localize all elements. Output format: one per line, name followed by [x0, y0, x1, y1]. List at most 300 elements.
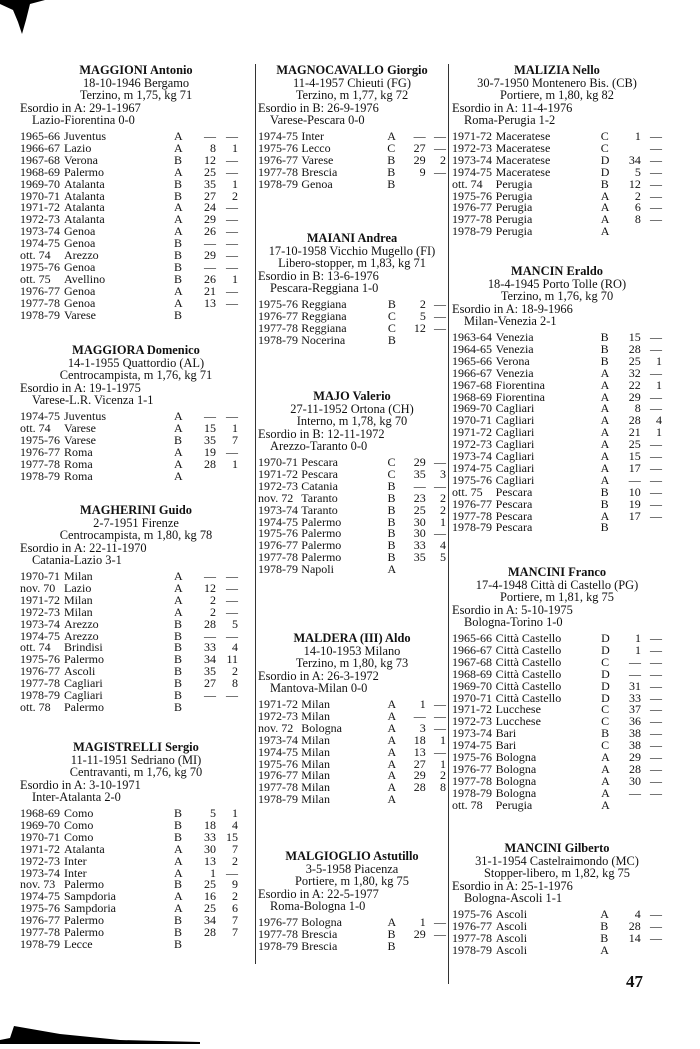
- season: 1975-76: [20, 652, 60, 667]
- club: Palermo: [64, 652, 104, 667]
- career-row: [452, 800, 662, 812]
- season: 1974-75: [20, 889, 60, 904]
- player-first-name: Gilberto: [564, 841, 610, 855]
- season: 1978-79: [20, 307, 60, 322]
- goals: 1: [232, 456, 238, 471]
- season: ott. 74: [20, 248, 51, 263]
- player-name: [258, 232, 446, 245]
- club: Catania: [301, 478, 338, 493]
- career-table: [258, 696, 446, 807]
- appearances: 23: [413, 490, 426, 505]
- goals: —: [650, 918, 662, 933]
- career-table: [20, 408, 238, 483]
- club: Ascoli: [495, 918, 528, 933]
- division: D: [601, 642, 610, 657]
- player-first-name: Aldo: [385, 631, 411, 645]
- club: Atalanta: [64, 188, 105, 203]
- player-name: [20, 64, 252, 77]
- club: Milan: [301, 792, 330, 807]
- division: A: [387, 128, 396, 143]
- club: Varese: [301, 152, 334, 167]
- division: B: [387, 502, 396, 517]
- division: A: [387, 792, 397, 807]
- player-entry: [20, 344, 252, 482]
- division: A: [174, 224, 183, 239]
- club: Città Castello: [495, 678, 562, 693]
- season: 1978-79: [452, 224, 492, 239]
- division: A: [174, 853, 183, 868]
- club: Pescara: [495, 508, 533, 523]
- season: 1967-68: [452, 654, 492, 669]
- goals: —: [650, 449, 662, 464]
- appearances: 32: [628, 365, 641, 380]
- appearances: 15: [628, 449, 641, 464]
- goals: —: [226, 580, 238, 595]
- player-role: Terzino, m 1,75, kg 71: [79, 88, 193, 103]
- season: 1977-78: [20, 925, 60, 940]
- club: Città Castello: [495, 690, 562, 705]
- goals: [426, 941, 446, 953]
- season: 1976-77: [258, 914, 298, 929]
- player-debut: Esordio in A: 26-3-1972: [258, 668, 379, 683]
- career-table: [452, 128, 662, 239]
- column-divider: [448, 64, 449, 984]
- appearances: —: [204, 568, 216, 583]
- club: Inter: [64, 853, 87, 868]
- goals: [216, 310, 238, 322]
- player-first-name: Sergio: [165, 740, 199, 754]
- goals: —: [226, 259, 238, 274]
- goals: —: [650, 341, 662, 356]
- division: A: [601, 773, 610, 788]
- season: 1978-79: [452, 942, 492, 957]
- player-role: Interno, m 1,78, kg 70: [296, 414, 408, 429]
- season: 1977-78: [452, 212, 492, 227]
- career-row: [258, 335, 446, 347]
- appearances: 38: [628, 738, 641, 753]
- player-debut: Esordio in A: 5-10-1975: [452, 602, 573, 617]
- season: 1975-76: [452, 750, 492, 765]
- appearances: 1: [634, 630, 641, 645]
- division: D: [600, 164, 610, 179]
- player-role: Centrocampista, m 1,76, kg 71: [59, 368, 213, 383]
- appearances: 5: [210, 805, 216, 820]
- club: Bologna: [495, 761, 537, 776]
- appearances: [619, 945, 640, 957]
- season: 1967-68: [20, 152, 60, 167]
- club: Genoa: [64, 295, 96, 310]
- goals: —: [226, 408, 238, 423]
- season: 1970-71: [452, 690, 492, 705]
- appearances: 15: [204, 420, 216, 435]
- division: A: [174, 295, 183, 310]
- appearances: [406, 335, 426, 347]
- goals: —: [226, 688, 238, 703]
- season: 1969-70: [452, 678, 492, 693]
- player-entry: [452, 64, 662, 238]
- career-row: [20, 939, 238, 951]
- season: 1963-64: [452, 329, 492, 344]
- appearances: 6: [634, 200, 641, 215]
- appearances: 29: [628, 389, 641, 404]
- goals: 4: [232, 817, 238, 832]
- season: 1978-79: [258, 562, 298, 577]
- club: Brescia: [301, 926, 338, 941]
- season: ott. 74: [20, 420, 51, 435]
- division: C: [387, 454, 396, 469]
- goals: —: [650, 164, 662, 179]
- season: ott. 74: [20, 640, 51, 655]
- division: B: [387, 332, 396, 347]
- division: A: [174, 128, 183, 143]
- club: Inter: [301, 128, 324, 143]
- season: 1976-77: [452, 761, 492, 776]
- club: Milan: [301, 732, 330, 747]
- appearances: 25: [628, 437, 641, 452]
- club: Palermo: [301, 550, 342, 565]
- goals: 6: [232, 901, 238, 916]
- club: Arezzo: [64, 248, 99, 263]
- appearances: 31: [628, 678, 641, 693]
- season: nov. 72: [258, 720, 294, 735]
- club: Atalanta: [64, 212, 105, 227]
- goals: —: [226, 628, 238, 643]
- season: 1976-77: [20, 664, 60, 679]
- appearances: 1: [419, 696, 426, 711]
- club: Bologna: [495, 773, 537, 788]
- season: 1969-70: [20, 817, 60, 832]
- division: B: [600, 918, 609, 933]
- goals: 5: [232, 616, 238, 631]
- player-entry: [258, 64, 446, 191]
- season: 1975-76: [258, 526, 298, 541]
- player-birth: 18-4-1945 Porto Tolle (RO): [487, 276, 627, 291]
- club: Milan: [301, 780, 330, 795]
- division: B: [174, 925, 183, 940]
- club: Milan: [301, 744, 330, 759]
- appearances: 36: [628, 714, 641, 729]
- appearances: 2: [210, 604, 216, 619]
- goals: —: [650, 726, 662, 741]
- career-row: [20, 310, 238, 322]
- career-table: [258, 296, 446, 347]
- player-debut: Esordio in A: 25-1-1976: [452, 878, 573, 893]
- career-table: [20, 568, 238, 714]
- club: Reggiana: [301, 308, 347, 323]
- goals: 7: [232, 913, 238, 928]
- season: 1970-71: [20, 568, 60, 583]
- club: Roma: [64, 456, 93, 471]
- appearances: 37: [628, 702, 641, 717]
- division: A: [387, 708, 397, 723]
- season: 1977-78: [258, 164, 298, 179]
- goals: —: [434, 320, 446, 335]
- season: nov. 72: [258, 490, 294, 505]
- season: ott. 78: [452, 797, 483, 812]
- appearances: 1: [634, 128, 641, 143]
- player-birth: 14-10-1953 Milano: [303, 643, 401, 658]
- season: 1969-70: [452, 401, 492, 416]
- club: Palermo: [301, 538, 342, 553]
- appearances: 33: [628, 690, 641, 705]
- player-name: [452, 265, 662, 278]
- player-entry: [258, 632, 446, 806]
- division: B: [174, 664, 183, 679]
- appearances: 1: [419, 914, 426, 929]
- division: A: [600, 188, 610, 203]
- goals: —: [650, 212, 662, 227]
- club: Nocerina: [301, 332, 346, 347]
- player-first-name: Valerio: [352, 389, 391, 403]
- player-birth: 27-11-1952 Ortona (CH): [290, 401, 414, 416]
- division: A: [600, 425, 610, 440]
- season: 1969-70: [20, 176, 60, 191]
- goals: 1: [232, 805, 238, 820]
- player-role: Centrocampista, m 1,80, kg 78: [59, 528, 213, 543]
- season: 1977-78: [258, 780, 298, 795]
- club: Bologna: [301, 914, 342, 929]
- division: B: [600, 496, 609, 511]
- division: A: [174, 408, 183, 423]
- appearances: 10: [628, 484, 641, 499]
- club: Cagliari: [495, 437, 535, 452]
- goals: —: [434, 164, 446, 179]
- goals: [426, 335, 446, 347]
- season: 1968-69: [20, 805, 60, 820]
- goals: [426, 564, 446, 576]
- division: B: [174, 628, 183, 643]
- player-debut-match: Pescara-Reggiana 1-0: [270, 281, 379, 296]
- club: Maceratese: [495, 164, 551, 179]
- division: A: [600, 401, 610, 416]
- appearances: [620, 522, 641, 534]
- player-surname: MALGIOGLIO: [285, 849, 371, 863]
- goals: [641, 800, 662, 812]
- club: Lecco: [301, 140, 331, 155]
- division: A: [174, 841, 183, 856]
- club: Como: [64, 829, 94, 844]
- season: 1972-73: [452, 714, 492, 729]
- season: 1965-66: [452, 630, 492, 645]
- goals: 2: [440, 502, 446, 517]
- goals: [216, 471, 238, 483]
- player-role: Terzino, m 1,77, kg 72: [295, 88, 409, 103]
- career-row: [452, 226, 662, 238]
- player-name: [258, 64, 446, 77]
- club: Città Castello: [495, 630, 562, 645]
- club: Reggiana: [301, 296, 347, 311]
- player-name: [452, 566, 662, 579]
- season: 1974-75: [258, 514, 298, 529]
- goals: 8: [232, 676, 238, 691]
- season: 1966-67: [452, 642, 492, 657]
- division: B: [174, 913, 183, 928]
- appearances: 28: [628, 341, 641, 356]
- appearances: —: [204, 128, 216, 143]
- club: Roma: [64, 444, 93, 459]
- season: 1965-66: [20, 128, 60, 143]
- appearances: —: [413, 708, 426, 723]
- career-row: [452, 522, 662, 534]
- division: B: [600, 484, 609, 499]
- appearances: 28: [413, 780, 426, 795]
- appearances: 28: [628, 918, 641, 933]
- season: 1978-79: [258, 792, 298, 807]
- appearances: 29: [413, 768, 426, 783]
- club: Pescara: [495, 496, 533, 511]
- player-surname: MAGNOCAVALLO: [276, 63, 384, 77]
- division: C: [600, 128, 609, 143]
- club: Città Castello: [495, 654, 562, 669]
- appearances: 30: [413, 526, 426, 541]
- season: 1972-73: [20, 604, 60, 619]
- player-debut: Esordio in A: 18-9-1966: [452, 301, 573, 316]
- division: D: [601, 630, 610, 645]
- player-role: Centravanti, m 1,76, kg 70: [69, 765, 203, 780]
- player-birth: 18-10-1946 Bergamo: [82, 75, 190, 90]
- goals: 4: [440, 538, 446, 553]
- season: 1978-79: [258, 938, 298, 953]
- division: C: [387, 466, 396, 481]
- goals: 1: [440, 756, 446, 771]
- division: A: [601, 761, 610, 776]
- column-divider: [255, 64, 256, 964]
- player-surname: MAJO: [313, 389, 350, 403]
- appearances: 35: [204, 176, 216, 191]
- club: Lucchese: [495, 702, 541, 717]
- player-surname: MANCINI: [507, 565, 566, 579]
- division: A: [601, 750, 610, 765]
- goals: 1: [656, 377, 662, 392]
- division: B: [174, 699, 183, 714]
- season: 1972-73: [452, 140, 492, 155]
- division: B: [174, 152, 183, 167]
- division: D: [601, 678, 610, 693]
- division: C: [600, 140, 609, 155]
- season: ott. 78: [20, 699, 51, 714]
- appearances: —: [204, 236, 216, 251]
- club: Venezia: [495, 329, 534, 344]
- appearances: 25: [204, 901, 216, 916]
- career-row: [20, 702, 238, 714]
- season: 1973-74: [452, 726, 492, 741]
- goals: —: [650, 472, 662, 487]
- club: Brindisi: [64, 640, 103, 655]
- player-first-name: Eraldo: [566, 264, 603, 278]
- appearances: 13: [413, 744, 426, 759]
- goals: —: [650, 761, 662, 776]
- appearances: 28: [628, 413, 641, 428]
- division: B: [174, 829, 183, 844]
- division: A: [600, 906, 609, 921]
- player-debut-match: Catania-Lazio 3-1: [32, 553, 122, 568]
- goals: —: [650, 128, 662, 143]
- appearances: 27: [204, 188, 216, 203]
- appearances: 35: [204, 432, 216, 447]
- goals: —: [434, 708, 446, 723]
- career-row: [258, 794, 446, 806]
- player-debut: Esordio in B: 12-11-1972: [258, 426, 385, 441]
- season: 1971-72: [258, 696, 298, 711]
- club: Maceratese: [495, 140, 551, 155]
- player-entry: [258, 232, 446, 347]
- club: Brescia: [301, 164, 338, 179]
- player-role: Portiere, m 1,80, kg 82: [500, 88, 614, 103]
- season: 1971-72: [258, 466, 298, 481]
- season: 1975-76: [258, 296, 298, 311]
- club: Milan: [301, 708, 330, 723]
- goals: 2: [440, 768, 446, 783]
- goals: 1: [440, 514, 446, 529]
- player-name: [258, 632, 446, 645]
- club: Cagliari: [64, 676, 103, 691]
- appearances: —: [628, 785, 641, 800]
- club: Como: [64, 805, 94, 820]
- division: B: [601, 726, 610, 741]
- division: B: [174, 936, 183, 951]
- goals: —: [434, 308, 446, 323]
- player-role: Terzino, m 1,80, kg 73: [295, 656, 409, 671]
- player-entry: [452, 566, 662, 812]
- goals: [426, 794, 446, 806]
- appearances: 28: [204, 925, 216, 940]
- appearances: 13: [204, 853, 216, 868]
- appearances: 30: [413, 514, 426, 529]
- division: B: [174, 805, 183, 820]
- appearances: 2: [419, 296, 426, 311]
- goals: —: [226, 865, 238, 880]
- division: A: [600, 377, 610, 392]
- appearances: 33: [204, 640, 216, 655]
- club: Atalanta: [64, 841, 105, 856]
- goals: —: [226, 592, 238, 607]
- player-name: [258, 850, 446, 863]
- club: Palermo: [64, 913, 104, 928]
- division: A: [174, 568, 183, 583]
- division: D: [601, 666, 610, 681]
- goals: —: [434, 926, 446, 941]
- club: Pescara: [301, 454, 338, 469]
- goals: —: [650, 496, 662, 511]
- season: 1976-77: [20, 913, 60, 928]
- goals: —: [434, 128, 446, 143]
- season: 1964-65: [452, 341, 492, 356]
- season: 1976-77: [452, 496, 492, 511]
- division: A: [387, 756, 397, 771]
- season: 1975-76: [20, 432, 60, 447]
- appearances: 26: [204, 224, 216, 239]
- player-debut-match: Varese-L.R. Vicenza 1-1: [32, 393, 154, 408]
- appearances: [406, 794, 426, 806]
- appearances: 8: [210, 140, 216, 155]
- division: A: [600, 460, 610, 475]
- club: Maceratese: [495, 128, 551, 143]
- goals: [641, 226, 662, 238]
- appearances: 5: [634, 164, 641, 179]
- division: B: [174, 271, 183, 286]
- player-birth: 3-5-1958 Piacenza: [305, 861, 399, 876]
- player-first-name: Domenico: [146, 343, 200, 357]
- career-row: [20, 471, 238, 483]
- club: Venezia: [495, 341, 534, 356]
- career-row: [258, 941, 446, 953]
- goals: —: [226, 283, 238, 298]
- appearances: 29: [204, 212, 216, 227]
- player-debut: Esordio in A: 22-11-1970: [20, 540, 147, 555]
- player-first-name: Giorgio: [387, 63, 428, 77]
- division: B: [387, 296, 396, 311]
- club: Milan: [64, 604, 93, 619]
